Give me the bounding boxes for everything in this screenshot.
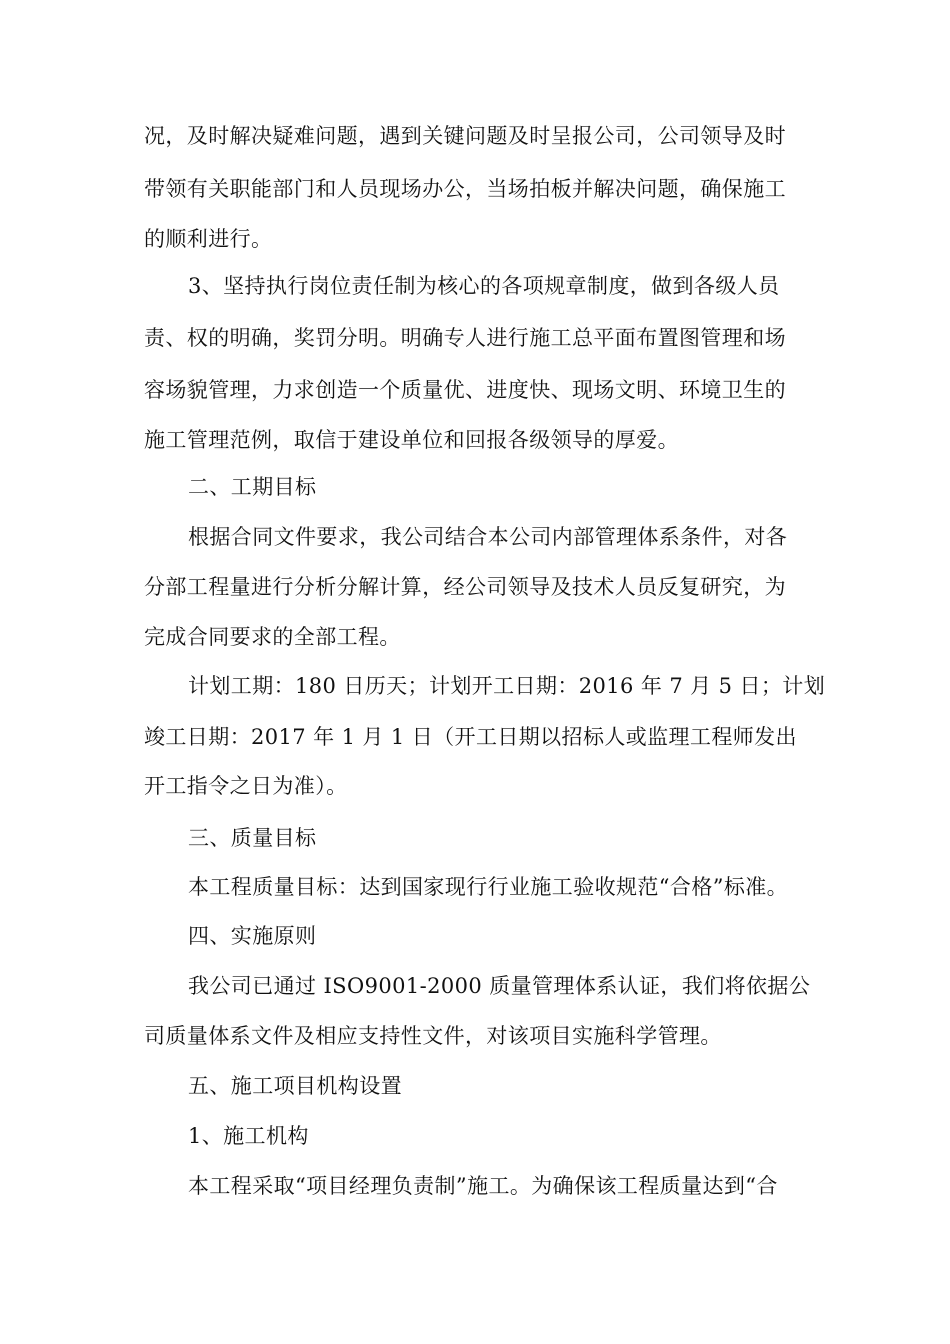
paragraph-line: 计划工期：180 日历天；计划开工日期：2016 年 7 月 5 日；计划: [188, 674, 826, 698]
section-heading: 五、施工项目机构设置: [188, 1074, 402, 1098]
paragraph-line: 容场貌管理，力求创造一个质量优、进度快、现场文明、环境卫生的: [144, 378, 786, 402]
section-heading: 三、质量目标: [188, 826, 317, 850]
paragraph-line: 况，及时解决疑难问题，遇到关键问题及时呈报公司，公司领导及时: [144, 124, 786, 148]
paragraph-line: 的顺利进行。: [144, 227, 273, 251]
paragraph-line: 司质量体系文件及相应支持性文件，对该项目实施科学管理。: [144, 1024, 722, 1048]
subsection-heading: 1、施工机构: [188, 1124, 309, 1148]
paragraph-line: 本工程采取“项目经理负责制”施工。为确保该工程质量达到“合: [188, 1174, 778, 1198]
paragraph-line: 开工指令之日为准）。: [144, 774, 348, 798]
paragraph-line: 责、权的明确，奖罚分明。明确专人进行施工总平面布置图管理和场: [144, 326, 786, 350]
paragraph-line: 分部工程量进行分析分解计算，经公司领导及技术人员反复研究，为: [144, 575, 786, 599]
section-heading: 四、实施原则: [188, 924, 317, 948]
paragraph-line: 施工管理范例，取信于建设单位和回报各级领导的厚爱。: [144, 428, 679, 452]
paragraph-line: 本工程质量目标：达到国家现行行业施工验收规范“合格”标准。: [188, 875, 789, 899]
section-heading: 二、工期目标: [188, 475, 317, 499]
paragraph-line: 根据合同文件要求，我公司结合本公司内部管理体系条件，对各: [188, 525, 788, 549]
paragraph-line: 竣工日期：2017 年 1 月 1 日（开工日期以招标人或监理工程师发出: [144, 725, 797, 749]
paragraph-line: 带领有关职能部门和人员现场办公，当场拍板并解决问题，确保施工: [144, 177, 786, 201]
paragraph-line: 3、坚持执行岗位责任制为核心的各项规章制度，做到各级人员: [188, 274, 780, 298]
paragraph-line: 我公司已通过 ISO9001-2000 质量管理体系认证，我们将依据公: [188, 974, 811, 998]
paragraph-line: 完成合同要求的全部工程。: [144, 625, 401, 649]
